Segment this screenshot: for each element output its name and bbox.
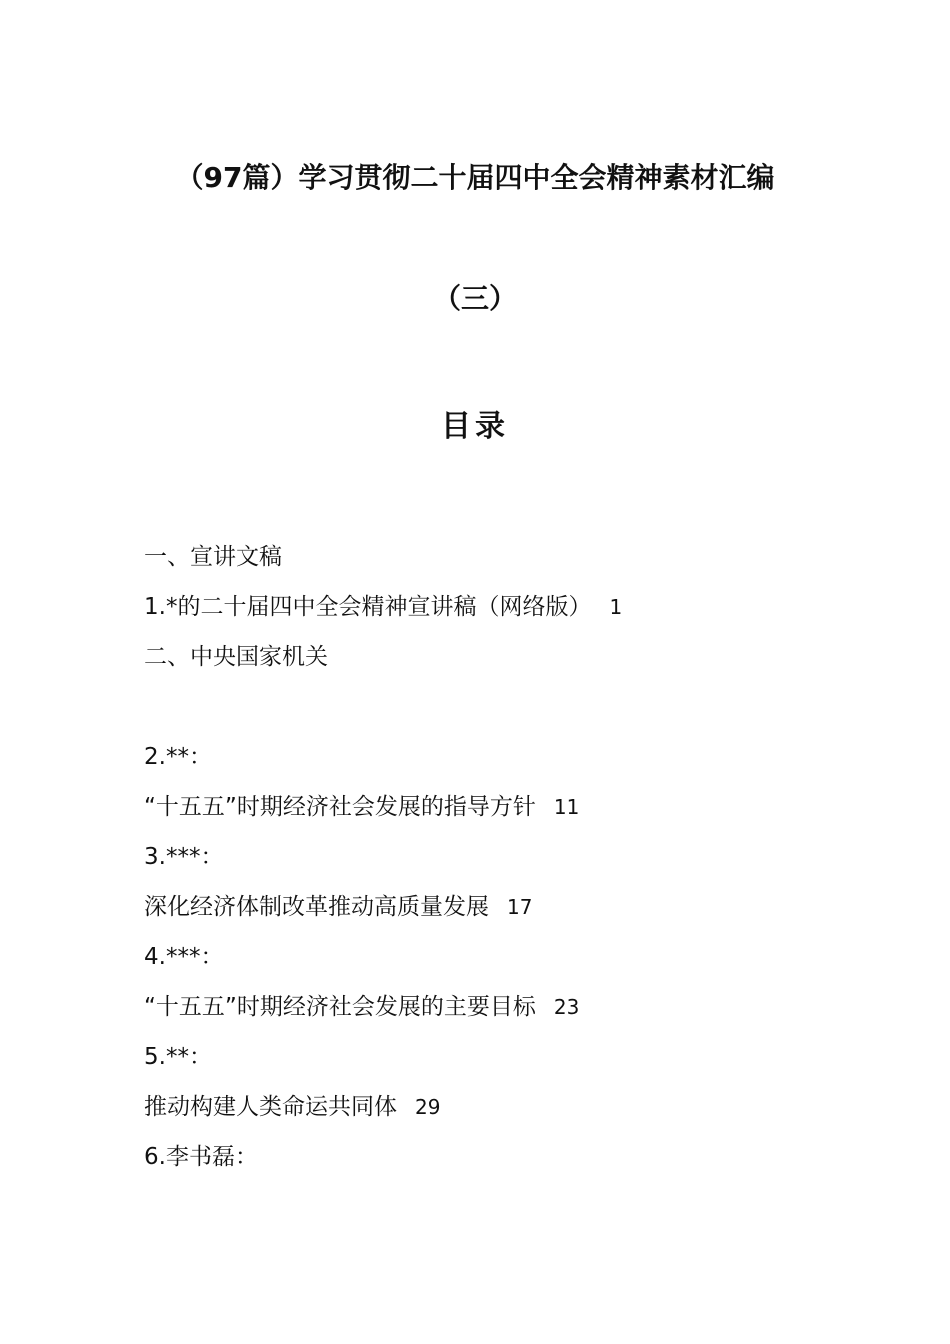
toc-entry-page: 29: [415, 1095, 441, 1119]
toc-entry[interactable]: [144, 982, 844, 1032]
toc-entry-title: 1.*的二十届四中全会精神宣讲稿（网络版）: [144, 594, 592, 620]
toc-entry-author: 6.李书磊：: [144, 1144, 258, 1170]
document-title: （97篇）学习贯彻二十届四中全会精神素材汇编: [175, 161, 775, 194]
toc-entry[interactable]: [144, 782, 844, 832]
table-of-contents: [144, 532, 844, 1182]
toc-entry-author: 5.**：: [144, 1044, 212, 1070]
toc-entry-page: 23: [553, 995, 580, 1019]
toc-entry-title: 推动构建人类命运共同体: [144, 1094, 397, 1120]
document-subtitle: （三）: [432, 282, 517, 315]
toc-section-heading: 二、中央国家机关: [144, 644, 328, 670]
toc-heading: 目录: [441, 409, 509, 444]
toc-entry-page: 17: [507, 895, 533, 919]
toc-entry-author: 2.**：: [144, 744, 212, 770]
toc-section-heading: 一、宣讲文稿: [144, 544, 282, 570]
toc-entry-title: “十五五”时期经济社会发展的指导方针: [144, 794, 536, 820]
toc-entry[interactable]: [144, 582, 844, 632]
toc-entry[interactable]: [144, 1082, 844, 1132]
toc-entry-title: “十五五”时期经济社会发展的主要目标: [144, 994, 536, 1020]
toc-entry-page: 1: [609, 595, 623, 619]
toc-entry-page: 11: [553, 795, 580, 819]
toc-entry[interactable]: [144, 882, 844, 932]
toc-entry-author: 3.***：: [144, 844, 224, 870]
toc-entry-author: 4.***：: [144, 944, 224, 970]
blank-line: [144, 682, 844, 732]
toc-entry-title: 深化经济体制改革推动高质量发展: [144, 894, 489, 920]
